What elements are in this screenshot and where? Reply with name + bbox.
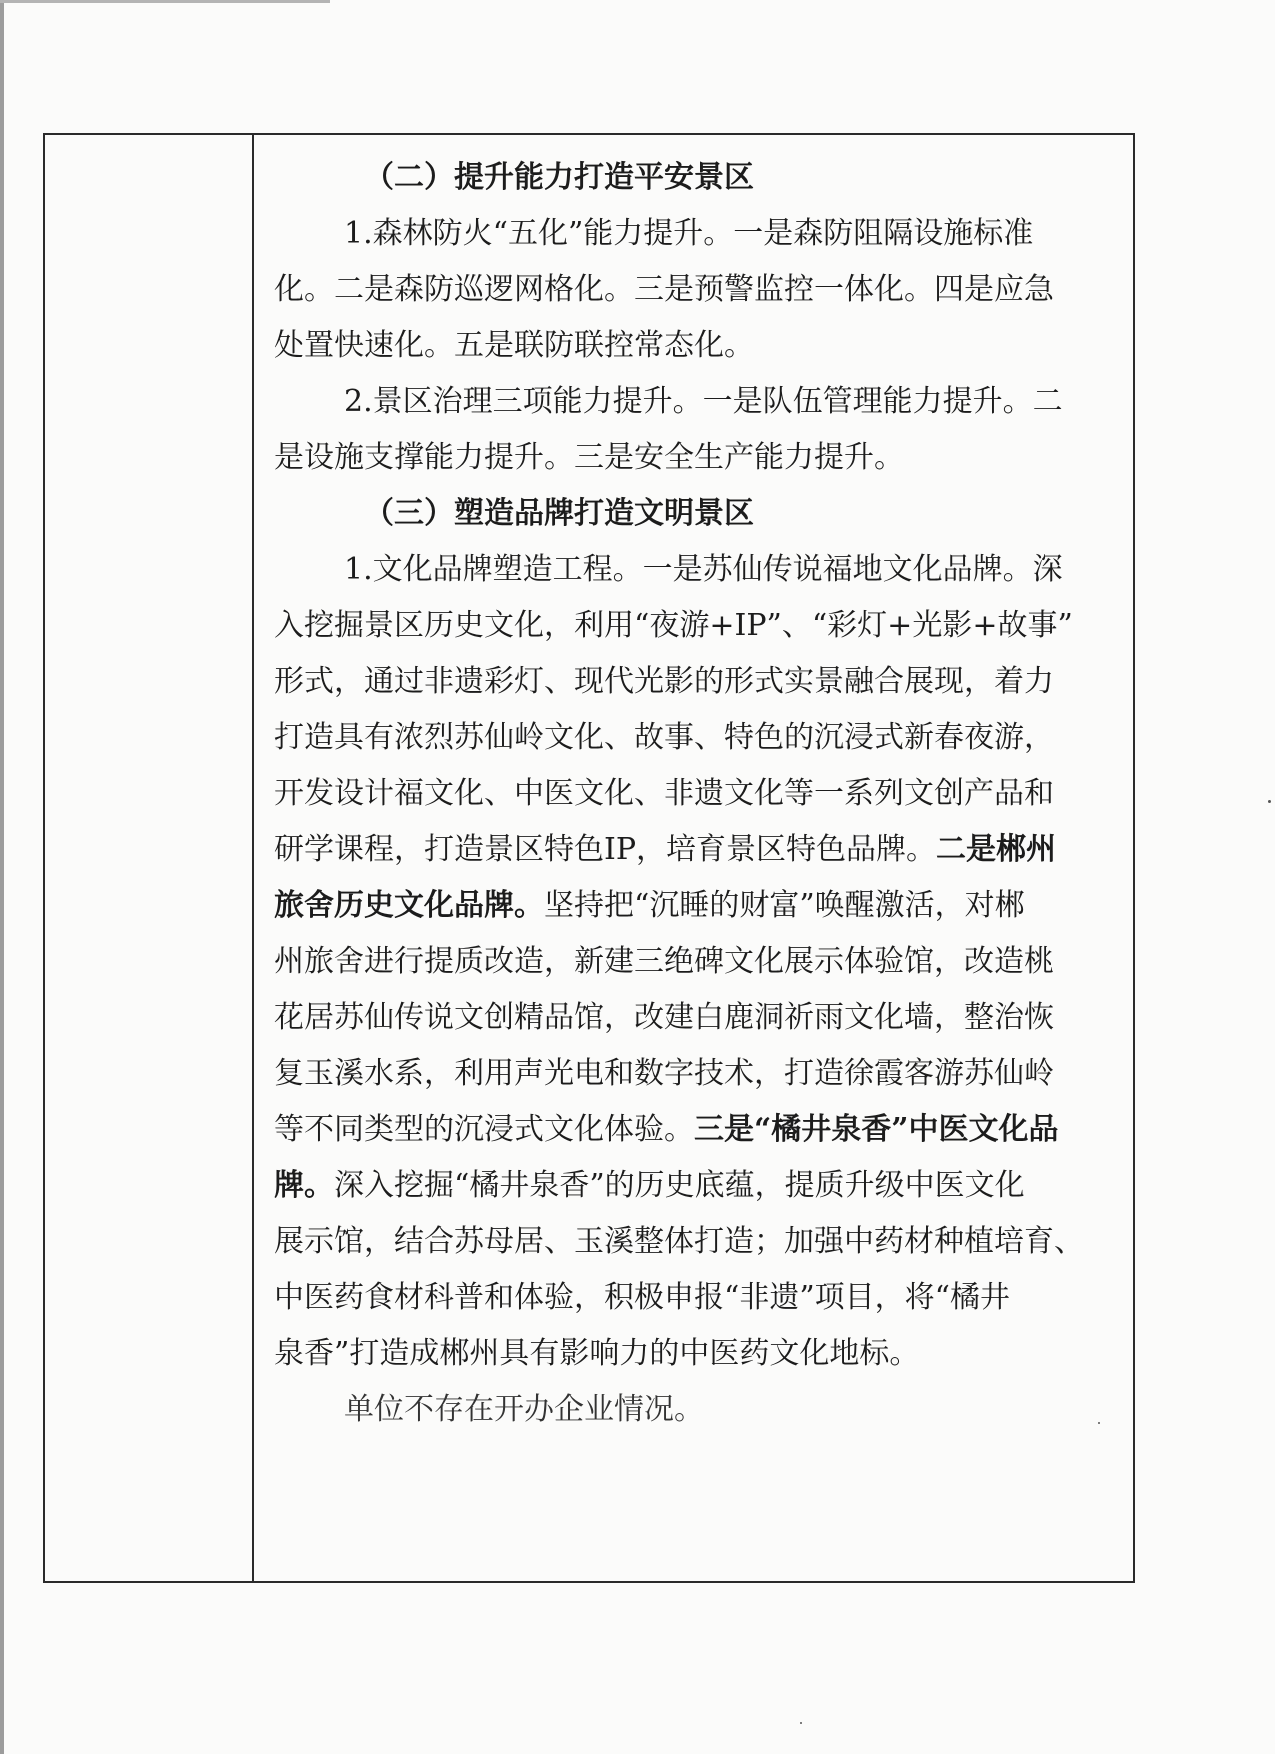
section-2-heading: （二）提升能力打造平安景区 [364,160,754,195]
scan-left-edge [0,0,4,1754]
section-2-item-1-line: 处置快速化。五是联防联控常态化。 [274,328,754,363]
subheading-bold-text: 旅舍历史文化品牌。 [274,888,544,923]
section-3-item-1-line: 州旅舍进行提质改造，新建三绝碑文化展示体验馆，改造桃 [274,944,1054,979]
section-2-item-1-line: 1.森林防火“五化”能力提升。一是森防阻隔设施标准 [344,216,1034,251]
section-3-heading: （三）塑造品牌打造文明景区 [364,496,754,531]
section-3-item-1-line: 入挖掘景区历史文化，利用“夜游+IP”、“彩灯+光影+故事” [274,608,1073,643]
scan-speck [1098,1422,1100,1424]
subheading-bold-text: 二是郴州 [936,832,1057,867]
scan-top-edge [0,0,330,3]
closing-statement: 单位不存在开办企业情况。 [344,1392,704,1427]
section-3-item-1-line: 复玉溪水系，利用声光电和数字技术，打造徐霞客游苏仙岭 [274,1056,1054,1091]
line-normal-text: 研学课程，打造景区特色IP，培育景区特色品牌。 [274,832,937,867]
section-3-item-1-line: 展示馆，结合苏母居、玉溪整体打造；加强中药材种植培育、 [274,1224,1084,1259]
section-3-item-1-line: 花居苏仙传说文创精品馆，改建白鹿洞祈雨文化墙，整治恢 [274,1000,1054,1035]
scan-speck [1268,800,1271,803]
section-3-item-1-line: 中医药食材科普和体验，积极申报“非遗”项目，将“橘井 [274,1280,1011,1315]
section-3-item-1-line: 1.文化品牌塑造工程。一是苏仙传说福地文化品牌。深 [344,552,1063,587]
section-2-item-2-line: 是设施支撑能力提升。三是安全生产能力提升。 [274,440,904,475]
section-3-item-1-line: 开发设计福文化、中医文化、非遗文化等一系列文创产品和 [274,776,1054,811]
section-3-item-1-line: 泉香”打造成郴州具有影响力的中医药文化地标。 [274,1336,920,1371]
section-3-item-1-line: 打造具有浓烈苏仙岭文化、故事、特色的沉浸式新春夜游， [274,720,1054,755]
line-normal-text: 等不同类型的沉浸式文化体验。 [274,1112,694,1147]
section-3-item-1-line [274,822,1125,878]
section-2-item-1-line: 化。二是森防巡逻网格化。三是预警监控一体化。四是应急 [274,272,1054,307]
scan-speck [800,1722,802,1724]
section-3-item-1-line [274,878,1125,934]
form-table [43,133,1135,1583]
line-normal-text: 深入挖掘“橘井泉香”的历史底蕴，提质升级中医文化 [334,1168,1025,1203]
section-3-item-1-line: 形式，通过非遗彩灯、现代光影的形式实景融合展现，着力 [274,664,1054,699]
section-3-item-1-line [274,1102,1125,1158]
line-normal-text: 坚持把“沉睡的财富”唤醒激活，对郴 [544,888,1025,923]
subheading-bold-text: 三是“橘井泉香”中医文化品 [694,1112,1059,1147]
section-2-item-2-line: 2.景区治理三项能力提升。一是队伍管理能力提升。二 [344,384,1063,419]
label-column [45,135,254,1581]
subheading-bold-text: 牌。 [274,1168,334,1203]
content-column [254,135,1133,1581]
section-3-item-1-line [274,1158,1125,1214]
